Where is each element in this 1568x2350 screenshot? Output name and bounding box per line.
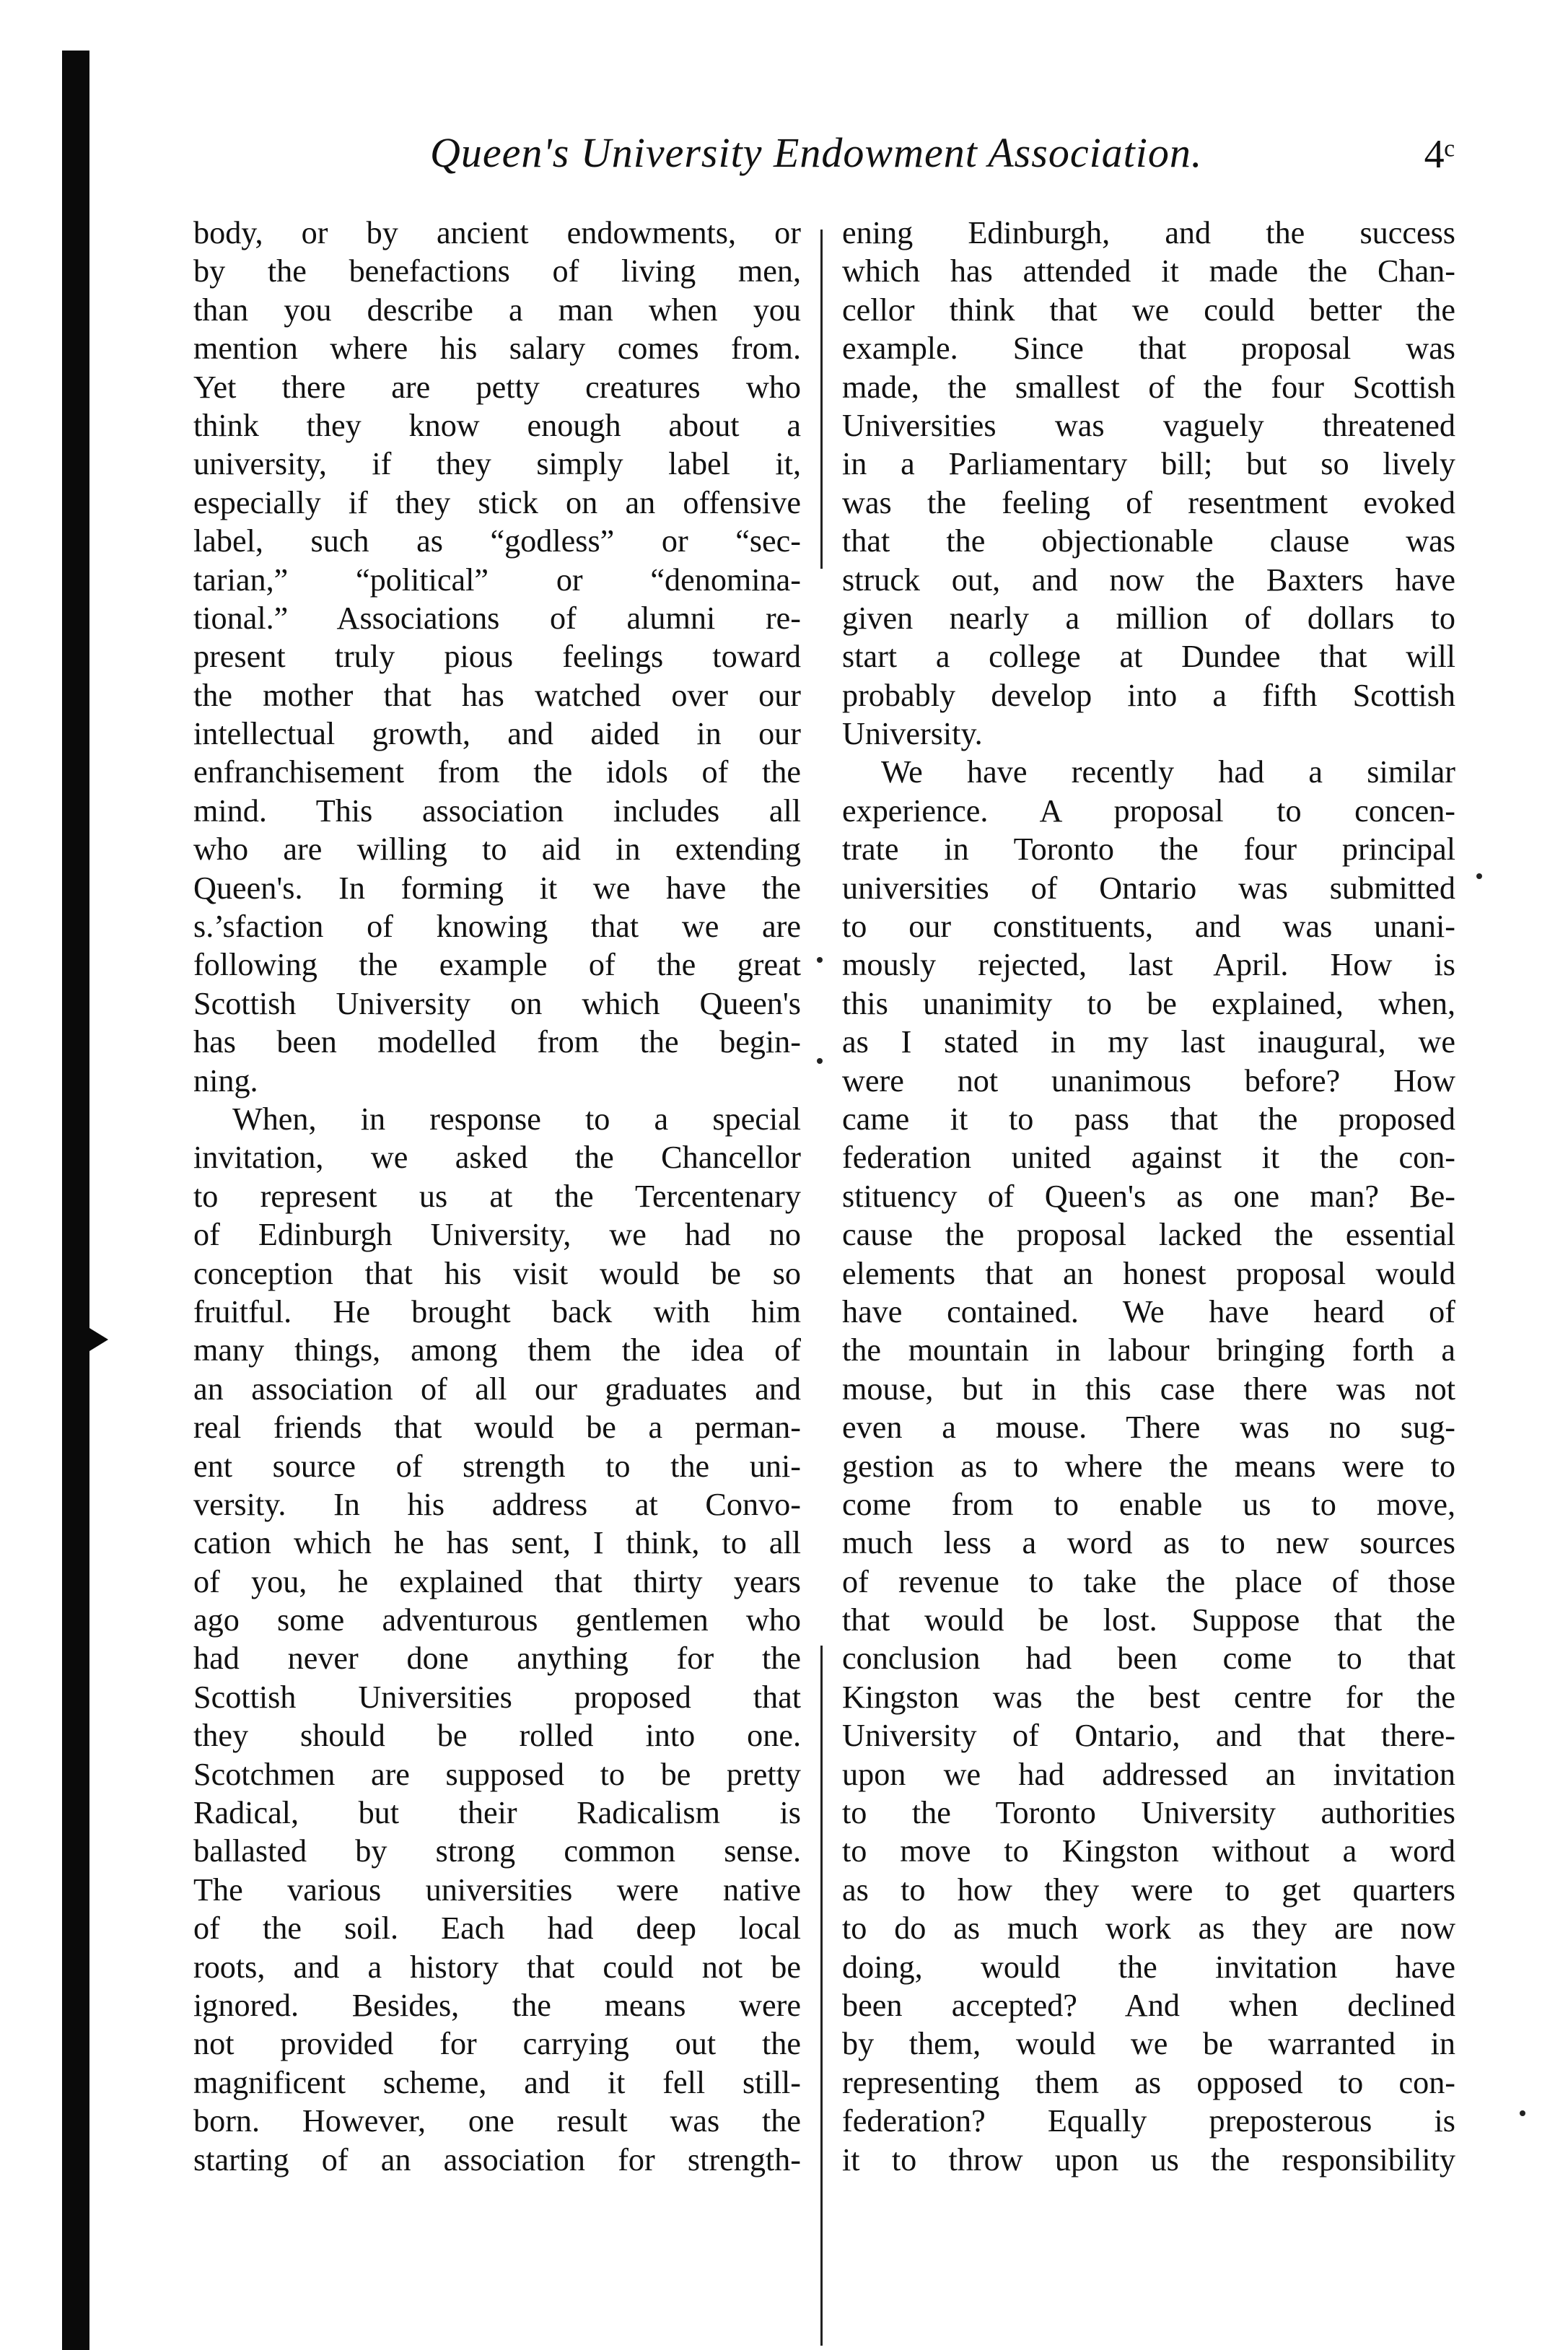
text-line: real friends that would be a perman-: [193, 1410, 801, 1446]
text-line: to our constituents, and was unani-: [842, 909, 1455, 945]
text-line: example. Since that proposal was: [842, 331, 1455, 367]
text-line: roots, and a history that could not be: [193, 1949, 801, 1985]
text-line: Scottish University on which Queen's: [193, 985, 801, 1021]
text-line: federation united against it the con-: [842, 1140, 1455, 1176]
text-line: by the benefactions of living men,: [193, 253, 801, 289]
text-line: university, if they simply label it,: [193, 446, 801, 482]
text-line: had never done anything for the: [193, 1641, 801, 1677]
text-line: gestion as to where the means were to: [842, 1448, 1455, 1484]
text-line: been accepted? And when declined: [842, 1987, 1455, 2023]
text-line: label, such as “godless” or “sec-: [193, 523, 801, 559]
text-line: cause the proposal lacked the essential: [842, 1217, 1455, 1253]
text-line: Radical, but their Radicalism is: [193, 1795, 801, 1831]
text-line: The various universities were native: [193, 1871, 801, 1908]
text-line: they should be rolled into one.: [193, 1718, 801, 1754]
text-line: tarian,” “political” or “denomina-: [193, 562, 801, 598]
text-line: as to how they were to get quarters: [842, 1871, 1455, 1908]
text-line: cation which he has sent, I think, to all: [193, 1525, 801, 1561]
scan-margin-mark: [89, 1328, 108, 1351]
text-line: s.’sfaction of knowing that we are: [193, 909, 801, 945]
text-line: to represent us at the Tercentenary: [193, 1178, 801, 1214]
text-line: magnificent scheme, and it fell still-: [193, 2064, 801, 2100]
text-line: intellectual growth, and aided in our: [193, 716, 801, 752]
text-line: of Edinburgh University, we had no: [193, 1217, 801, 1253]
text-line: of the soil. Each had deep local: [193, 1910, 801, 1947]
text-line: Kingston was the best centre for the: [842, 1679, 1455, 1715]
text-line: We have recently had a similar: [881, 754, 1455, 790]
text-line: not provided for carrying out the: [193, 2026, 801, 2062]
column-rule-bottom: [820, 1646, 823, 2346]
page-number: 4ᶜ: [1424, 132, 1455, 177]
scan-binding-edge: [62, 51, 89, 2350]
text-line: cellor think that we could better the: [842, 292, 1455, 328]
text-line: to do as much work as they are now: [842, 1910, 1455, 1947]
text-line: mention where his salary comes from.: [193, 331, 801, 367]
text-line: this unanimity to be explained, when,: [842, 985, 1455, 1021]
text-line: came it to pass that the proposed: [842, 1101, 1455, 1137]
text-line: that the objectionable clause was: [842, 523, 1455, 559]
text-line: come from to enable us to move,: [842, 1486, 1455, 1522]
text-line: start a college at Dundee that will: [842, 639, 1455, 675]
text-line: ening Edinburgh, and the success: [842, 215, 1455, 250]
text-line: probably develop into a fifth Scottish: [842, 677, 1455, 713]
text-line: to the Toronto University authorities: [842, 1795, 1455, 1831]
column-rule-dot: [817, 1058, 823, 1064]
text-line: enfranchisement from the idols of the: [193, 754, 801, 790]
text-line: starting of an association for strength-: [193, 2141, 801, 2178]
text-line: especially if they stick on an offensive: [193, 484, 801, 520]
text-line: elements that an honest proposal would: [842, 1255, 1455, 1291]
text-line: Universities was vaguely threatened: [842, 407, 1455, 443]
text-line: conception that his visit would be so: [193, 1255, 801, 1291]
text-line: mind. This association includes all: [193, 792, 801, 829]
text-line: by them, would we be warranted in: [842, 2026, 1455, 2062]
text-line: given nearly a million of dollars to: [842, 600, 1455, 636]
text-line: doing, would the invitation have: [842, 1949, 1455, 1985]
text-line: Scotchmen are supposed to be pretty: [193, 1756, 801, 1792]
text-line: invitation, we asked the Chancellor: [193, 1140, 801, 1176]
text-line: than you describe a man when you: [193, 292, 801, 328]
running-head: Queen's University Endowment Association.: [430, 129, 1203, 176]
text-line: experience. A proposal to concen-: [842, 792, 1455, 829]
text-line: universities of Ontario was submitted: [842, 870, 1455, 906]
text-line: ago some adventurous gentlemen who: [193, 1602, 801, 1638]
text-line: struck out, and now the Baxters have: [842, 562, 1455, 598]
margin-dot: [1520, 2110, 1525, 2116]
text-line: was the feeling of resentment evoked: [842, 484, 1455, 520]
text-line: born. However, one result was the: [193, 2103, 801, 2139]
text-line: fruitful. He brought back with him: [193, 1293, 801, 1329]
text-line: versity. In his address at Convo-: [193, 1486, 801, 1522]
text-line: made, the smallest of the four Scottish: [842, 369, 1455, 405]
right-text-column: [842, 214, 1455, 2179]
text-line: it to throw upon us the responsibility: [842, 2141, 1455, 2178]
text-line: were not unanimous before? How: [842, 1062, 1455, 1098]
text-line: of revenue to take the place of those: [842, 1563, 1455, 1599]
text-line: Scottish Universities proposed that: [193, 1679, 801, 1715]
text-line: in a Parliamentary bill; but so lively: [842, 446, 1455, 482]
text-line: stituency of Queen's as one man? Be-: [842, 1178, 1455, 1214]
text-line: who are willing to aid in extending: [193, 831, 801, 868]
page-header: [430, 128, 1455, 186]
text-line: University.: [842, 716, 983, 752]
text-line: the mother that has watched over our: [193, 677, 801, 713]
text-line: tional.” Associations of alumni re-: [193, 600, 801, 636]
text-line: conclusion had been come to that: [842, 1641, 1455, 1677]
text-line: ignored. Besides, the means were: [193, 1987, 801, 2023]
text-line: which has attended it made the Chan-: [842, 253, 1455, 289]
text-line: to move to Kingston without a word: [842, 1833, 1455, 1869]
text-line: even a mouse. There was no sug-: [842, 1410, 1455, 1446]
text-line: following the example of the great: [193, 947, 801, 983]
text-line: many things, among them the idea of: [193, 1332, 801, 1368]
column-rule-dot: [817, 957, 823, 963]
text-line: trate in Toronto the four principal: [842, 831, 1455, 868]
text-line: Queen's. In forming it we have the: [193, 870, 801, 906]
text-line: When, in response to a special: [232, 1101, 801, 1137]
text-line: federation? Equally preposterous is: [842, 2103, 1455, 2139]
text-line: body, or by ancient endowments, or: [193, 215, 801, 250]
text-line: representing them as opposed to con-: [842, 2064, 1455, 2100]
text-line: upon we had addressed an invitation: [842, 1756, 1455, 1792]
text-line: ning.: [193, 1062, 258, 1098]
text-line: think they know enough about a: [193, 407, 801, 443]
text-line: much less a word as to new sources: [842, 1525, 1455, 1561]
margin-dot: [1476, 873, 1482, 879]
text-line: present truly pious feelings toward: [193, 639, 801, 675]
text-line: that would be lost. Suppose that the: [842, 1602, 1455, 1638]
column-rule-top: [820, 230, 823, 569]
text-line: of you, he explained that thirty years: [193, 1563, 801, 1599]
text-line: mously rejected, last April. How is: [842, 947, 1455, 983]
text-line: as I stated in my last inaugural, we: [842, 1024, 1455, 1060]
text-line: have contained. We have heard of: [842, 1293, 1455, 1329]
text-line: the mountain in labour bringing forth a: [842, 1332, 1455, 1368]
text-line: mouse, but in this case there was not: [842, 1371, 1455, 1407]
text-line: Yet there are petty creatures who: [193, 369, 801, 405]
left-text-column: [193, 214, 801, 2179]
text-line: ent source of strength to the uni-: [193, 1448, 801, 1484]
text-line: ballasted by strong common sense.: [193, 1833, 801, 1869]
text-line: has been modelled from the begin-: [193, 1024, 801, 1060]
text-line: an association of all our graduates and: [193, 1371, 801, 1407]
text-line: University of Ontario, and that there-: [842, 1718, 1455, 1754]
